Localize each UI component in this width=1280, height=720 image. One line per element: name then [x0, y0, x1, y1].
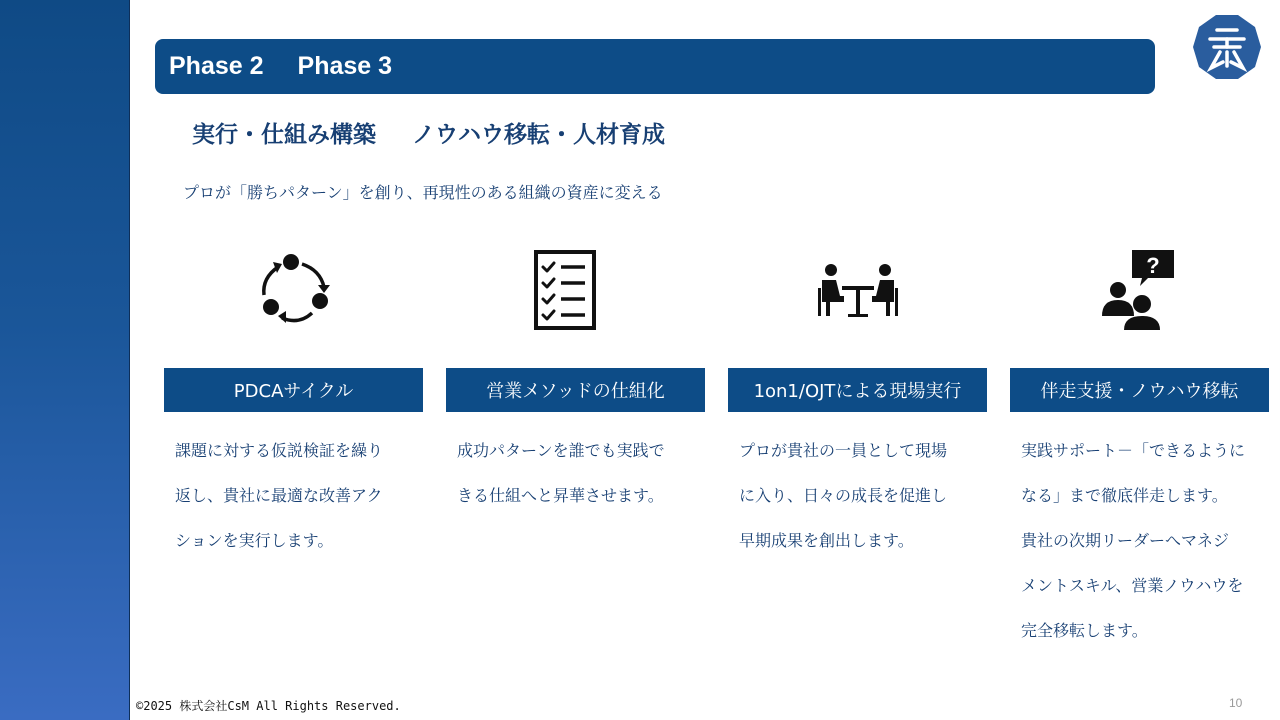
support-line-2: なる」まで徹底伴走します。: [1021, 486, 1228, 505]
method-header: 営業メソッドの仕組化: [446, 368, 705, 412]
method-description: [457, 428, 697, 518]
ojt-line-2: に入り、日々の成長を促進し: [739, 486, 948, 505]
page-number: 10: [1229, 696, 1243, 710]
left-decorative-band: [0, 0, 130, 720]
support-line-5: 完全移転します。: [1021, 621, 1148, 640]
ojt-line-1: プロが貴社の一員として現場: [739, 441, 948, 460]
ojt-line-3: 早期成果を創出します。: [739, 531, 914, 550]
support-line-3: 貴社の次期リーダーへマネジ: [1021, 531, 1230, 550]
pdca-line-1: 課題に対する仮説検証を繰り: [175, 441, 384, 460]
svg-text:?: ?: [1146, 253, 1160, 278]
phase-subtitles: [192, 116, 701, 149]
ojt-description: [739, 428, 979, 563]
method-line-1: 成功パターンを誰でも実践で: [457, 441, 665, 460]
pdca-line-3: ションを実行します。: [175, 531, 334, 550]
phase-3-label: Phase 3: [297, 52, 393, 80]
pdca-description: [175, 428, 415, 563]
meeting-icon: [808, 240, 908, 340]
phase-title-bar: [155, 39, 1155, 94]
support-line-4: メントスキル、営業ノウハウを: [1021, 576, 1244, 595]
ojt-header: 1on1/OJTによる現場実行: [728, 368, 987, 412]
copyright-footer: ©2025 株式会社CsM All Rights Reserved.: [136, 699, 401, 713]
cycle-icon: [244, 240, 344, 340]
subtitle-knowhow-transfer: ノウハウ移転・人材育成: [412, 122, 665, 148]
pdca-line-2: 返し、貴社に最適な改善アク: [175, 486, 383, 505]
phase-2-label: Phase 2: [169, 52, 264, 80]
support-header: 伴走支援・ノウハウ移転: [1010, 368, 1269, 412]
consulting-icon: [1098, 248, 1178, 332]
pdca-header: PDCAサイクル: [164, 368, 423, 412]
subtitle-execution: 実行・仕組み構築: [192, 122, 376, 148]
method-line-2: きる仕組へと昇華させます。: [457, 486, 664, 505]
support-description: [1021, 428, 1261, 653]
support-line-1: 実践サポート－「できるように: [1021, 441, 1246, 460]
checklist-icon: [526, 240, 626, 340]
company-logo-icon: [1192, 14, 1262, 80]
tagline: プロが「勝ちパターン」を創り、再現性のある組織の資産に変える: [183, 183, 663, 202]
